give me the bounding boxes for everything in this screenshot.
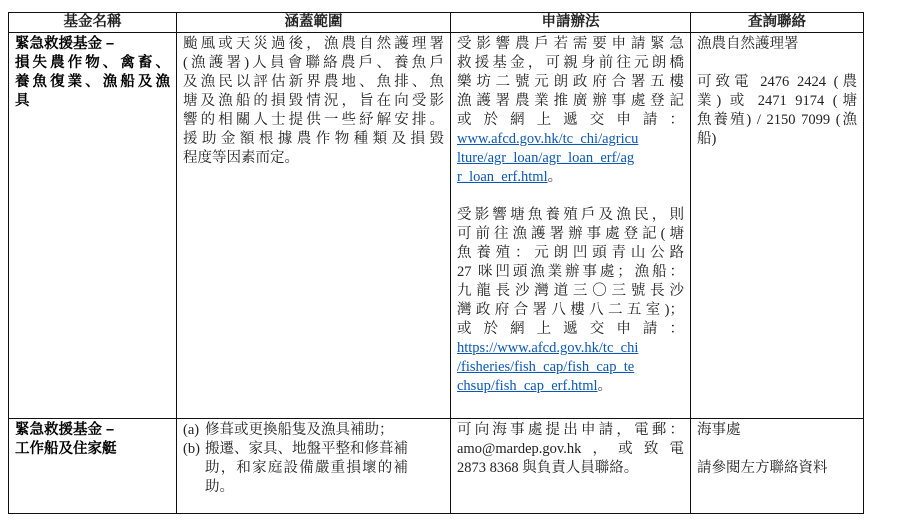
scope bbox=[177, 419, 451, 514]
contact: 海事處 請參閱左方聯絡資料 bbox=[691, 419, 864, 514]
header-fund-name: 基金名稱 bbox=[9, 13, 177, 33]
fisheries-link[interactable]: /fisheries/fish_cap/fish_cap_te bbox=[457, 359, 635, 375]
contact: 漁農自然護理署 可致電 2476 2424 (農 業) 或 2471 9174 (塘 魚養殖) / 2150 7099 (漁 船) bbox=[691, 33, 864, 419]
scope-item: (b) 搬遷、家具、地盤平整和修葺補 助，和家庭設備嚴重損壞的補 助。 bbox=[183, 441, 408, 495]
table-row bbox=[9, 419, 864, 514]
header-application: 申請辦法 bbox=[451, 13, 691, 33]
agriculture-link[interactable]: lture/agr_loan/agr_loan_erf/ag bbox=[457, 150, 635, 166]
agriculture-link[interactable]: r_loan_erf.html bbox=[457, 169, 548, 185]
scope: 颱風或天災過後，漁農自然護理署 (漁護署)人員會聯絡農戶、養魚戶 及漁民以評估新界農地、魚排、魚 塘及漁船的損毀情況，旨在向受影 響的相關人士提供一些紓解安排。 援助金額根據農作物種類及損毀 程度等因素而定。 bbox=[177, 33, 451, 419]
application-method: 受影響農戶若需要申請緊急 救援基金，可親身前往元朗橋 樂坊二號元朗政府合署五樓 漁護署農業推廣辦事處登記 或於網上遞交申請： www.afcd.gov.hk/tc_chi/agricu lture/agr_loan/agr_loan_erf/ag r_loan_erf.html。 受影響塘魚養殖戶及漁民，則 可前往漁護署辦事處登記(塘 魚養殖：元朗凹頭青山公路 27 咪凹頭漁業辦事處；漁船： 九龍長沙灣道三〇三號長沙 灣政府合署八樓八二五室)； 或於網上遞交申請： https://www.afcd.gov.hk/tc_chi /fisheries/fish_cap/fish_cap_te chsup/fish_cap_erf.html。 bbox=[451, 33, 691, 419]
table-row bbox=[9, 33, 864, 419]
scope-item: (a) 修葺或更換船隻及漁具補助； bbox=[183, 422, 394, 438]
fisheries-link[interactable]: chsup/fish_cap_erf.html bbox=[457, 378, 598, 394]
fund-name: 緊急救援基金 – 損失農作物、禽畜、 養魚復業、漁船及漁 具 bbox=[9, 33, 177, 419]
header-contact: 查詢聯絡 bbox=[691, 13, 864, 33]
fund-table bbox=[8, 12, 864, 514]
header-scope: 涵蓋範圍 bbox=[177, 13, 451, 33]
fund-name: 緊急救援基金 – 工作船及住家艇 bbox=[9, 419, 177, 514]
application-method: 可向海事處提出申請，電郵： amo@mardep.gov.hk，或致電 2873 8368 與負責人員聯絡。 bbox=[451, 419, 691, 514]
fisheries-link[interactable]: https://www.afcd.gov.hk/tc_chi bbox=[457, 340, 639, 356]
header-row bbox=[9, 13, 864, 33]
agriculture-link[interactable]: www.afcd.gov.hk/tc_chi/agricu bbox=[457, 131, 639, 147]
